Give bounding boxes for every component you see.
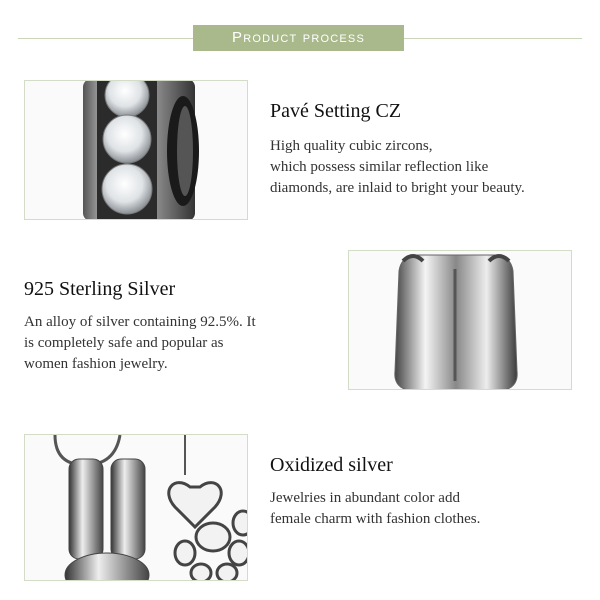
feature-line: An alloy of silver containing 92.5%. It bbox=[24, 314, 256, 330]
silver-charm-icon bbox=[349, 251, 571, 389]
pave-setting-photo bbox=[24, 80, 248, 220]
pave-cz-ring-icon bbox=[25, 81, 247, 219]
feature-line: High quality cubic zircons, bbox=[270, 138, 433, 154]
feature-title: 925 Sterling Silver bbox=[24, 278, 176, 300]
paw-charm-icon bbox=[25, 435, 247, 580]
feature-description bbox=[24, 312, 256, 375]
feature-line: is completely safe and popular as bbox=[24, 335, 224, 351]
oxidized-silver-photo bbox=[24, 434, 248, 581]
sterling-silver-photo bbox=[348, 250, 572, 390]
feature-line: diamonds, are inlaid to bright your beauty. bbox=[270, 180, 525, 196]
feature-line: Jewelries in abundant color add bbox=[270, 490, 460, 506]
feature-line: which possess similar reflection like bbox=[270, 159, 489, 175]
feature-description bbox=[270, 136, 525, 199]
feature-description bbox=[270, 488, 480, 530]
feature-line: women fashion jewelry. bbox=[24, 356, 168, 372]
feature-line: female charm with fashion clothes. bbox=[270, 511, 481, 527]
feature-title: Oxidized silver bbox=[270, 454, 393, 476]
feature-title: Pavé Setting CZ bbox=[270, 100, 402, 122]
section-header: Product process bbox=[193, 25, 404, 51]
